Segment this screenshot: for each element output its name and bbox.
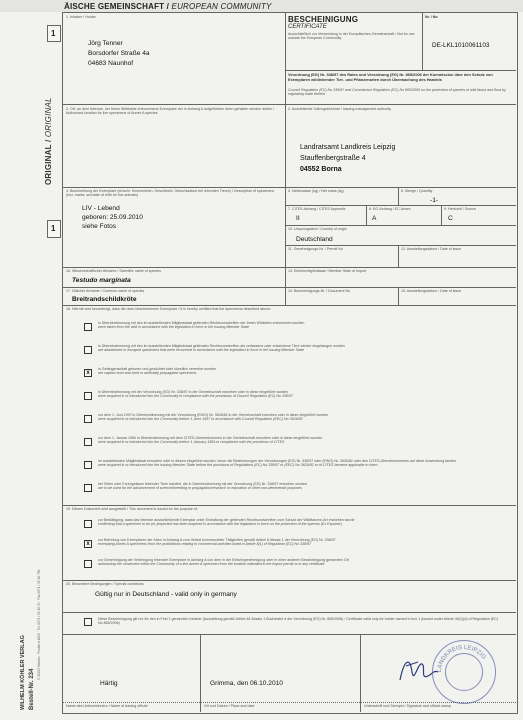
certificate-title: BESCHEINIGUNG — [288, 15, 359, 24]
options18-text-de-1: in Übereinstimmung mit den im ausstellenden Mitgliedstaat geltenden Rechtsvorschriften der freien Wildbahn entnommen wurden — [98, 321, 305, 325]
field17-label: 17. Üblicher Artname / Common name of species — [66, 289, 145, 293]
options18-text-de-6: vor dem 1. Januar 1984 in Übereinstimmung mit dem CITES-Übereinkommen in der Gemeinschaft erworben oder in diese eingeführt wurden — [98, 436, 323, 440]
community-title: ÄISCHE GEMEINSCHAFT / EUROPEAN COMMUNITY — [64, 2, 272, 11]
options18-checkbox-3[interactable]: x — [84, 369, 92, 377]
stamp-text: LANDKREIS LEIPZIG — [436, 644, 487, 673]
svg-text:LANDKREIS LEIPZIG — [437, 645, 487, 672]
signature-label: Unterschrift und Stempel / Signature and official stamp — [364, 704, 451, 708]
authority-name: Landratsamt Landkreis Leipzig — [300, 144, 396, 151]
field2-label: 2. Ort, an dem lebende, der freien Weitkahle entnommene Exemplare der in Anhang A aufgeführten Arten gehalten werden dürfen / Authorized location for live specimens of Annex A species — [66, 107, 275, 116]
certificate-number: DE-LKL1010061103 — [432, 42, 490, 49]
options18-text-3 — [98, 367, 503, 376]
field11-label: 11. Genehmigungs-Nr. / Permit No — [288, 247, 343, 251]
field10-label: 10. Ursprungsland / Country of origin — [288, 227, 347, 231]
options19-checkbox-2[interactable]: x — [84, 540, 92, 548]
publisher-name: WILHELM KÖHLER VERLAG — [20, 635, 26, 710]
number-label: Nr. / No — [425, 15, 438, 19]
scientific-name: Testudo marginata — [72, 277, 131, 284]
options18-text-de-5: vor dem 1. Juni 1997 in Übereinstimmung mit der Verordnung (EWG) Nr. 3626/82 in der Gemeinschaft erworben oder in diese eingeführt wurden — [98, 413, 329, 417]
signer-name: Härtig — [100, 680, 118, 687]
community-en: EUROPEAN COMMUNITY — [171, 2, 272, 11]
form-frame — [62, 12, 518, 714]
field12-label: 12. Ausstellungsdatum / Date of issue — [401, 247, 462, 251]
options18-checkbox-6[interactable] — [84, 438, 92, 446]
field1-label: 1. Inhaber / Holder — [66, 15, 96, 19]
options18-checkbox-2[interactable] — [84, 346, 92, 354]
certificate-title-en: CERTIFICATE — [288, 24, 327, 30]
field19-label: 19. Dieses Dokument wird ausgestellt / This document is issued for the purpose of: — [66, 507, 198, 511]
options18-checkbox-1[interactable] — [84, 323, 92, 331]
field14-label: 14. Bescheinigungs-Nr. / Document No — [288, 289, 351, 293]
spec-line-2: geboren: 25.09.2010 — [82, 214, 143, 221]
options19-text-de-2: zur Befreiung von Exemplaren der Arten in Anhang A vom Verbot kommerzieller Tätigkeiten gemäß Artikel 8 Absatz 1 der Verordnung (EG) Nr. 338/97 — [98, 538, 336, 542]
options18-text-1 — [98, 321, 503, 330]
certificate-subtitle: Ausschließlich zur Verwendung in der Europäischen Gemeinschaft / Not for use outside the European Community — [288, 32, 415, 41]
spec-line-1: LIV - Lebend — [82, 205, 120, 212]
options18-text-en-2: are abandoned or escaped specimens that were recovered in accordance with the legislation in force in the issuing Member State — [98, 348, 304, 353]
options19-checkbox-3[interactable] — [84, 560, 92, 568]
special-conditions: Gültig nur in Deutschland - valid only in germany — [95, 591, 237, 598]
field5-label: 5. Nettomasse (kg) / Net mass (kg) — [288, 189, 344, 193]
field7-label: 7. CITES-Anhang / CITES Appendix — [288, 207, 346, 211]
field4-label: 4. Beschreibung der Exemplare (einschl. Kennzeichen, Geschlecht, Geburtsdatum bei lebenden Tieren) / Description of specimens (incl. marks, sex/date of birth for live animals) — [66, 189, 275, 198]
options18-text-de-4: in Übereinstimmung mit der Verordnung (EG) Nr. 338/97 in der Gemeinschaft erworben oder in diese eingeführt wurden — [98, 390, 289, 394]
signer-label: Name des Unterzeichners / Name of issuing official — [66, 704, 148, 708]
options18-text-8 — [98, 482, 503, 491]
regulation-text-en: Council Regulation (EC) No 338/97 and Commission Regulation (EC) No 865/2006 on the protection of species of wild fauna and flora by regulating trade therein — [288, 88, 506, 97]
original-label: ORIGINAL / ORIGINAL — [44, 97, 53, 185]
options18-text-en-6: were acquired in or introduced into the Community before 1 January 1984 in compliance with the provisions of CITES — [98, 440, 285, 445]
options18-text-en-5: were acquired in or introduced into the Community before 1 June 1997 in accordance with Council Regulation (EEC) No 3626/82 — [98, 417, 303, 422]
place-date: Grimma, den 06.10.2010 — [210, 680, 283, 687]
options19-text-de-3: zur Genehmigung der Verbringung lebender Exemplare in Anhang A von dem in der Einfuhrgenehmigung oder in einer anderen Bescheinigung genannten Ort — [98, 558, 349, 562]
options19-text-en-1: confirming that a specimen to be (re-)exported has been acquired in accordance with the legislation in force on the protection of the species (Ex Exporter) — [98, 522, 342, 527]
country-origin: Deutschland — [296, 236, 333, 243]
field6-label: 6. Menge / Quantity — [401, 189, 433, 193]
options18-text-2 — [98, 344, 503, 353]
field8-label: 8. EG-Anhang / EC Annex — [369, 207, 411, 211]
authority-street: Stauffenbergstraße 4 — [300, 155, 366, 162]
options18-text-en-4: were acquired in or introduced into the Community in compliance with the provisions of Council Regulation (EC) No 338/97 — [98, 394, 293, 399]
options19-text-de-1: zur Bestätigung, dass das lebende ausschließende Exemplar unter Einhaltung der geltenden Rechtsvorschriften zum Schutz der Wildflanzen-Art erworben wurde — [98, 518, 355, 522]
regulation-text: Verordnung (EG) Nr. 338/97 des Rates und Verordnung (EG) Nr. 865/2006 der Kommission über den Schutz von Exemplaren wildlebender Tier- und Pflanzenarten durch Überwachung des Handels — [288, 72, 493, 82]
options19-text-en-2: exempting Annex A specimens from the prohibitions relating to commercial activities listed in Article 8(1) of Regulation (EC) No 338/97 — [98, 542, 311, 547]
field16-label: 16. Wissenschaftlicher Artname / Scientific name of species — [66, 269, 161, 273]
source-code: C — [448, 215, 453, 222]
options19-text-en-3: authorizing the movement within the Community of a live Annex A specimen from the location indicated in the import permit or in any certificate — [98, 562, 325, 567]
options19-text-1 — [98, 518, 503, 527]
field9-label: 9. Herkunft / Source — [444, 207, 476, 211]
options18-text-en-1: were taken from the wild in accordance with the legislation in force in the issuing Member State — [98, 325, 250, 330]
options18-text-en-3: are captive born and bred or artificially propagated specimens — [98, 371, 197, 376]
cites-appendix: II — [296, 215, 300, 222]
field15-label: 15. Ausstellungsdatum / Date of issue — [401, 289, 462, 293]
publisher-fineprint: © 32423 Minden · Postfach 1829 · Tel. 0571 / 95 10 70 · Fax 0571 / 95 10 789 — [37, 569, 41, 680]
options18-checkbox-8[interactable] — [84, 484, 92, 492]
holder-name: Jörg Tenner — [88, 40, 123, 47]
options18-text-de-3: in Gefangenschaft geboren und gezüchtet oder künstlich vermehrt wurden — [98, 367, 217, 371]
field13-label: 13. Einfuhrmitgliedstaat / Member State of import — [288, 269, 367, 273]
field20-label: 20. Besondere Bedingungen / Special conditions — [66, 582, 144, 586]
options18-text-en-7: were acquired in or introduced into the issuing Member State before the provisions of Regulations (EC) No 338/97 or (EEC) No 3626/82 or of CITES became applicable to them — [98, 463, 378, 468]
options18-checkbox-5[interactable] — [84, 415, 92, 423]
order-number: Bestell-Nr. 234 — [29, 668, 35, 710]
options18-text-de-8: bei Teilen oder Erzeugnissen lebender Tiere handelt, die in Übereinstimmung mit der Verordnung (EG) Nr. 338/97 erworben wurden — [98, 482, 308, 486]
field3-label: 3. Ausstellende Vollzugsbehörde / Issuing management authority — [288, 107, 392, 111]
holder-only-text: Diese Bescheinigung gilt nur für den in Feld 1 genannten Inhaber (Ausstellung gemäß Artikel 48 Absatz 1 Buchstabe d der Verordnung (EG) Nr. 865/2006) / Certificate valid only for holder named in box 1 (issued under Article 48(1)(d) of Regulation (EC) No 865/2006) — [98, 617, 499, 626]
options18-text-4 — [98, 390, 503, 399]
quantity-value: -1- — [430, 197, 439, 204]
options18-text-6 — [98, 436, 503, 445]
options18-text-5 — [98, 413, 503, 422]
common-name: Breitrandschildkröte — [72, 296, 137, 303]
sidebar-box1b: 1 — [47, 220, 61, 238]
options18-checkbox-7[interactable] — [84, 461, 92, 469]
spec-line-3: siehe Fotos — [82, 223, 117, 230]
options18-text-7 — [98, 459, 503, 468]
options19-checkbox-1[interactable] — [84, 520, 92, 528]
options18-text-en-8: are to be used for the advancement of science/breeding or propagation/research or education or other non-detrimental purposes — [98, 486, 302, 491]
ec-annex: A — [372, 215, 377, 222]
options19-text-2 — [98, 538, 503, 547]
holder-street: Borsdorfer Straße 4a — [88, 50, 150, 57]
community-de: ÄISCHE GEMEINSCHAFT — [64, 2, 165, 11]
sidebar-box1: 1 — [47, 25, 61, 42]
options18-text-de-2: in Übereinstimmung mit den im ausstellenden Mitgliedstaat geltenden Rechtsvorschriften als verlassene oder entwichene Tiere wieder eingefangen wurden — [98, 344, 345, 348]
field18-label: 18. Hiermit wird bescheinigt, dass die oben beschriebenen Exemplare / It is hereby certified that the specimens described above: — [66, 307, 271, 311]
options19-text-3 — [98, 558, 503, 567]
official-stamp — [432, 640, 496, 704]
authority-city: 04552 Borna — [300, 166, 342, 173]
options18-text-de-7: im ausstellenden Mitgliedstaat erworben oder in diesen eingeführt wurden, bevor die Bestimmungen der Verordnungen (EG) Nr. 338/97 oder (EWG) Nr. 3626/82 oder des CITES-Übereinkommens auf diese Anwendung fanden — [98, 459, 457, 463]
options18-checkbox-4[interactable] — [84, 392, 92, 400]
holder-city: 04683 Naunhof — [88, 60, 134, 67]
holder-only-checkbox[interactable] — [84, 618, 92, 626]
place-date-label: Ort und Datum / Place and date — [204, 704, 255, 708]
left-sidebar — [0, 0, 62, 720]
